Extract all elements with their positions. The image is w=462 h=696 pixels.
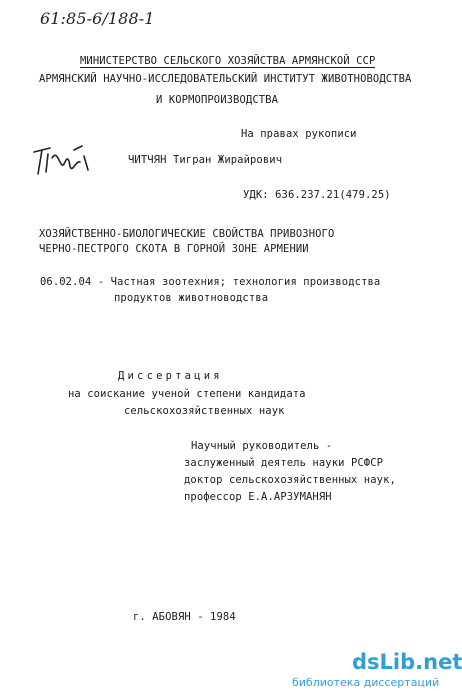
- title-line-2: ЧЕРНО-ПЕСТРОГО СКОТА В ГОРНОЙ ЗОНЕ АРМЕНИИ: [39, 243, 309, 255]
- dslib-logo: dsLib.net: [352, 650, 462, 674]
- manuscript-rights-note: На правах рукописи: [241, 128, 357, 140]
- supervisor-line-3: доктор сельскохозяйственных наук,: [184, 474, 396, 486]
- specialty-line-2: продуктов животноводства: [114, 292, 269, 304]
- handwritten-shelf-mark: 61:85-6/188-1: [40, 9, 155, 28]
- supervisor-line-2: заслуженный деятель науки РСФСР: [184, 457, 384, 469]
- author-name: ЧИТЧЯН Тигран Жирайрович: [128, 154, 283, 166]
- supervisor-line-1: Научный руководитель -: [191, 440, 333, 452]
- specialty-line-1: 06.02.04 - Частная зоотехния; технология производства: [40, 276, 381, 288]
- institute-line-1: АРМЯНСКИЙ НАУЧНО-ИССЛЕДОВАТЕЛЬСКИЙ ИНСТИТУТ ЖИВОТНОВОДСТВА: [39, 73, 412, 85]
- dissertation-heading: Диссертация: [118, 370, 223, 382]
- dissertation-degree-line-2: сельскохозяйственных наук: [124, 405, 285, 417]
- author-signature: [30, 140, 94, 180]
- dslib-subtitle: библиотека диссертаций: [292, 676, 440, 689]
- title-line-1: ХОЗЯЙСТВЕННО-БИОЛОГИЧЕСКИЕ СВОЙСТВА ПРИВОЗНОГО: [39, 228, 335, 240]
- dissertation-degree-line-1: на соискание ученой степени кандидата: [68, 388, 306, 400]
- udc-code: УДК: 636.237.21(479.25): [243, 189, 391, 201]
- supervisor-line-4: профессор Е.А.АРЗУМАНЯН: [184, 491, 332, 503]
- place-and-year: г. АБОВЯН - 1984: [133, 611, 236, 623]
- ministry-header: МИНИСТЕРСТВО СЕЛЬСКОГО ХОЗЯЙСТВА АРМЯНСКОЙ ССР: [80, 55, 376, 67]
- institute-line-2: И КОРМОПРОИЗВОДСТВА: [156, 94, 279, 106]
